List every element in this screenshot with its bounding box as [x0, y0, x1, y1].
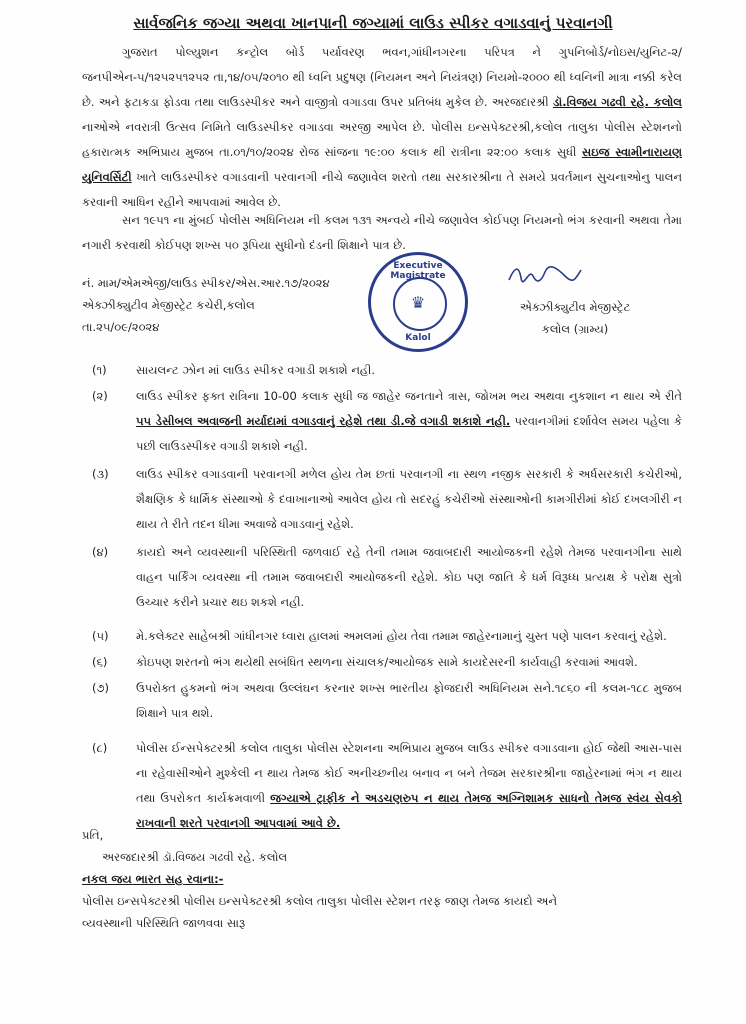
act-text: સન ૧૯૫૧ ના મુંબઈ પોલીસ અધિનિયમ ની કલમ ૧૩૧ અન્વયે નીચે જણાવેલ કોઈપણ નિયમનો ભંગ કરવાની અથવા તેમા નગારી કરવાથી કોઈપણ શખ્સ ૫૦ રૂપિયા સુધીનો દંડની શિક્ષાને પાત્ર છે. — [82, 213, 682, 252]
signature-icon — [505, 262, 585, 288]
condition-number: (૨) — [92, 389, 108, 403]
copy-recipient: પોલીસ ઇન્સપેક્ટરશ્રી પોલીસ ઇન્સપેક્ટરશ્રી કલોલ તાલુકા પોલીસ સ્ટેશન તરફ જાણ તેમજ કાયદો અને — [82, 894, 558, 908]
signatory-place: કલોલ (ગ્રામ્ય) — [541, 322, 609, 336]
copy-recipient-line2: વ્યવસ્થાની પરિસ્થિતિ જાળવવા સારૂ — [82, 916, 246, 930]
applicant-name: ડૉ.વિજય ગઢવી રહે. કલોલ — [552, 95, 682, 109]
condition-text: કાયદો અને વ્યવસ્થાની પરિસ્થિતી જળવાઈ રહે તેની તમામ જવાબદારી આયોજકની રહેશે તેમજ પરવાનગીના સાથે વાહન પાર્કિંગ વ્યવસ્થા ની તમામ જવાબદારી આયોજકની રહેશે. કોઇ પણ જાતિ કે ધર્મ વિરૂધ્ધ પ્રત્યક્ષ કે પરોક્ષ સુત્રો ઉચ્ચાર કરીને પ્રચાર થઇ શકશે નહી. — [136, 545, 682, 609]
copy-label: નકલ જય ભારત સહ રવાના:- — [82, 872, 224, 886]
condition-item — [82, 676, 682, 726]
condition-number: (૧) — [92, 363, 107, 377]
reference-block — [82, 272, 330, 338]
intro-paragraph — [82, 40, 682, 215]
condition-number: (૩) — [92, 467, 109, 481]
condition-underlined: ૫૫ ડેસીબલ અવાજની મર્યાદામાં વગાડવાનું રહેશે તથા ડી.જે વગાડી શકાશે નહી. — [136, 414, 511, 428]
emblem-icon: ♛ — [410, 293, 426, 312]
condition-item — [82, 358, 682, 383]
to-label: પ્રતિ, — [82, 828, 104, 842]
condition-number: (૮) — [92, 741, 108, 755]
venue-name: સઇજ સ્વામીનારાયણ યુનિવર્સિટી — [82, 145, 682, 184]
signatory-designation: એક્ઝીક્યુટીવ મેજીસ્ટ્રેટ — [519, 300, 631, 314]
condition-item — [82, 384, 682, 459]
condition-text: લાઉડ સ્પીકર વગાડવાની પરવાનગી મળેલ હોય તેમ છતાં પરવાનગી ના સ્થળ નજીક સરકારી કે અર્ધસરકારી કચેરીઓ, શૈક્ષણિક કે ધાર્મિક સંસ્થાઓ કે દવાખાનાઓ આવેલ હોય તો સદરહું કચેરીઓ સંસ્થાઓની કામગીરીમાં કોઈ દખલગીરી ન થાય તે રીતે તદન ધીમા અવાજે વગાડવાનું રહેશે. — [136, 467, 682, 531]
intro-part2: નાઓએ નવરાત્રી ઉત્સવ નિમિતે લાઉડસ્પીકર વગાડવા અરજી આપેલ છે. પોલીસ ઇન્સપેક્ટરશ્રી,કલોલ તાલુકા પોલીસ સ્ટેશનનો હકારાત્મક અભિપ્રાય મુજબ તા.૦૧/૧૦/૨૦૨૪ રોજ સાંજના ૧૯:૦૦ કલાક થી રાત્રીના ૨૨:૦૦ કલાક સુધી — [82, 120, 682, 159]
footer-block — [82, 824, 557, 934]
condition-text: ઉપરોક્ત હુકમનો ભંગ અથવા ઉલ્લંઘન કરનાર શખ્સ ભારતીય ફોજદારી અધિનિયમ સને.૧૮૬૦ ની કલમ-૧૮૮ મુજબ શિક્ષાને પાત્ર થશે. — [136, 681, 682, 720]
reference-date: તા.૨૫/૦૯/૨૦૨૪ — [82, 320, 160, 334]
condition-item — [82, 736, 682, 836]
intro-part3: ખાતે લાઉડસ્પીકર વગાડવાની પરવાનગી નીચે જણાવેલ શરતો તથા સરકારશ્રીના તે સમયે પ્રવર્તમાન સુચનાઓનુ પાલન કરવાની આધિન રહીને આપવામાં આવેલ છે. — [82, 170, 683, 209]
magistrate-seal — [368, 252, 468, 352]
seal-bottom-text: Kalol — [405, 333, 431, 343]
condition-text: મે.કલેક્ટર સાહેબશ્રી ગાંધીનગર ધ્વારા હાલમાં અમલમાં હોય તેવા તમામ જાહેરનામાનું ચુસ્ત પણે પાલન કરવાનું રહેશે. — [136, 629, 667, 643]
condition-item — [82, 540, 682, 615]
reference-office: એક્ઝીક્યુટીવ મેજીસ્ટ્રેટ કચેરી,કલોલ — [82, 298, 255, 312]
condition-text: સાયલન્ટ ઝોન માં લાઉડ સ્પીકર વગાડી શકાશે નહી. — [136, 363, 376, 377]
condition-item — [82, 462, 682, 537]
reference-number: નં. મામ/એમએજી/લાઉડ સ્પીકર/એસ.આર.૧૭/૨૦૨૪ — [82, 276, 330, 290]
intro-part1: ગુજરાત પોલ્યુશન કન્ટ્રોલ બોર્ડ પર્યાવરણ ભવન,ગાંધીનગરના પરિપત્ર ને ગુપનિબોર્ડ/નોઇસ/યુનિટ-૨/જનપીએન-૫/૧૨૫૨૫૧૨૫૨ તા,૧૪/૦૫/૨૦૧૦ થી ધ્વનિ પ્રદુષણ (નિયમન અને નિયંત્રણ) નિયમો-૨૦૦૦ થી ધ્વનિની માત્રા નક્કી કરેલ છે. અને ફટાકડા ફોડવા તથા લાઉડસ્પીકર અને વાજીત્રો વગાડવા ઉપર પ્રતિબંધ મુકેલ છે. અરજદારશ્રી — [82, 45, 682, 109]
condition-text: કોઇપણ શરતનો ભંગ થયેથી સબંધિત સ્થળના સંચાલક/આયોજક સામે કાયદેસરની કાર્યવાહી કરવામાં આવશે. — [136, 655, 638, 669]
document-title: સાર્વજનિક જગ્યા અથવા ખાનપાની જગ્યામાં લાઉડ સ્પીકર વગાડવાનું પરવાનગી — [133, 14, 613, 32]
condition-number: (૫) — [92, 629, 109, 643]
condition-text: પોલીસ ઈન્સપેક્ટરશ્રી કલોલ તાલુકા પોલીસ સ્ટેશનના અભિપ્રાય મુજબ લાઉડ સ્પીકર વગાડવાના હોઈ જેથી આસ-પાસ ના રહેવાસીઓને મુશ્કેલી ન થાય તેમજ કોઈ અનીચ્છનીય બનાવ ન બને તેજમ સરકારશ્રીના જાહેરનામાં ભંગ ન થાય તથા ઉપરોકત કાર્યક્રમવાળી — [136, 741, 682, 805]
condition-item — [82, 650, 682, 675]
condition-number: (૪) — [92, 545, 109, 559]
condition-text-after: પરવાનગીમાં દર્શાવેલ સમય પહેલા કે પછી લાઉડસ્પીકર વગાડી શકાશે નહી. — [136, 414, 682, 453]
act-paragraph — [82, 208, 682, 258]
condition-item — [82, 624, 682, 649]
condition-text: લાઉડ સ્પીકર ફક્ત રાત્રિના 10-00 કલાક સુધી જ જાહેર જનતાને ત્રાસ, જોખમ ભય અથવા નુકશાન ન થાય એ રીતે — [136, 389, 682, 403]
condition-underlined: જગ્યાએ ટ્રાફીક ને અડચણરુપ ન થાય તેમજ અગ્નિશામક સાધનો તેમજ સ્વંય સેવકો રાખવાની શરતે પરવાનગી આપવામાં આવે છે. — [136, 791, 682, 830]
condition-number: (૭) — [92, 681, 109, 695]
seal-top-text: Executive Magistrate — [390, 261, 446, 281]
to-recipient: અરજદારશ્રી ડૉ.વિજય ગઢવી રહે. કલોલ — [102, 850, 288, 864]
signatory-block — [500, 296, 650, 340]
condition-number: (૬) — [92, 655, 108, 669]
